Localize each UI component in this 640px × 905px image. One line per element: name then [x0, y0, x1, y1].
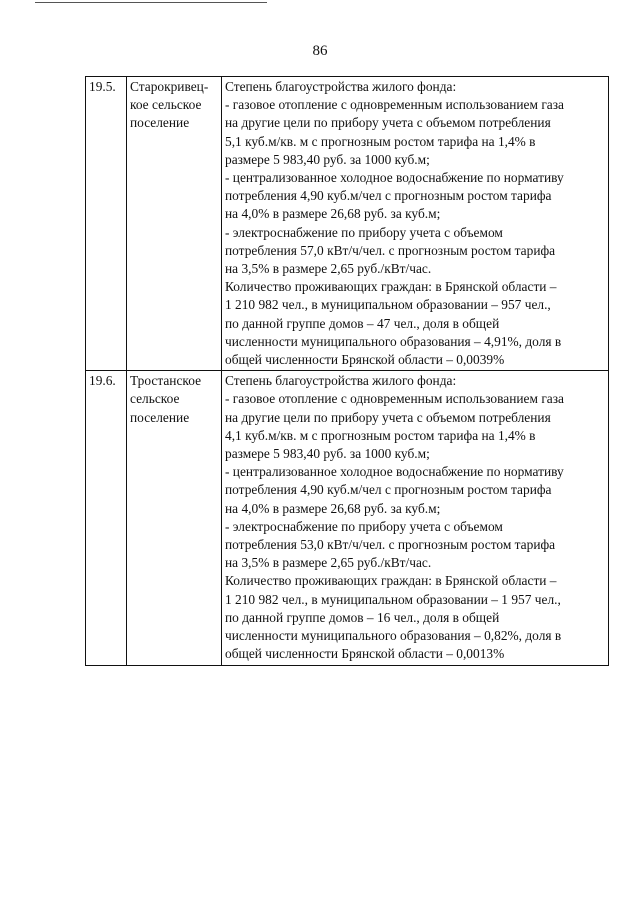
description-line: 5,1 куб.м/кв. м с прогнозным ростом тарифа на 1,4% в — [225, 133, 536, 149]
page-number: 86 — [312, 43, 328, 59]
description-line: 1 210 982 чел., в муниципальном образовании – 957 чел., — [225, 297, 551, 313]
description-line: размере 5 983,40 руб. за 1000 куб.м; — [225, 446, 430, 462]
description-line: потребления 4,90 куб.м/чел с прогнозным ростом тарифа — [225, 188, 552, 204]
description-line: на 4,0% в размере 26,68 руб. за куб.м; — [225, 500, 441, 516]
description-line: - централизованное холодное водоснабжение по нормативу — [225, 170, 564, 186]
name-line: поселение — [130, 115, 190, 131]
description-line: общей численности Брянской области – 0,0013% — [225, 646, 505, 662]
description-line: Степень благоустройства жилого фонда: — [225, 373, 457, 389]
top-rule — [35, 2, 267, 3]
description-line: Степень благоустройства жилого фонда: — [225, 79, 457, 94]
description-line: потребления 53,0 кВт/ч/чел. с прогнозным ростом тарифа — [225, 537, 556, 553]
description-line: на 3,5% в размере 2,65 руб./кВт/час. — [225, 261, 432, 277]
description-line: Количество проживающих граждан: в Брянской области – — [225, 573, 557, 589]
description-line: потребления 57,0 кВт/ч/чел. с прогнозным ростом тарифа — [225, 242, 556, 258]
description-line: - электроснабжение по прибору учета с объемом — [225, 518, 503, 534]
name-line: Старокривец- — [130, 79, 209, 94]
description-line: - газовое отопление с одновременным использованием газа — [225, 97, 564, 113]
settlement-name — [127, 371, 222, 665]
description-line: - централизованное холодное водоснабжение по нормативу — [225, 464, 564, 480]
description-line: по данной группе домов – 47 чел., доля в общей — [225, 315, 500, 331]
settlement-name — [127, 77, 222, 371]
row-number: 19.6. — [86, 371, 127, 665]
settlement-description — [222, 371, 609, 665]
description-line: по данной группе домов – 16 чел., доля в общей — [225, 609, 500, 625]
description-line: 4,1 куб.м/кв. м с прогнозным ростом тарифа на 1,4% в — [225, 427, 536, 443]
description-line: общей численности Брянской области – 0,0039% — [225, 352, 505, 368]
description-line: размере 5 983,40 руб. за 1000 куб.м; — [225, 151, 430, 167]
description-line: Количество проживающих граждан: в Брянской области – — [225, 279, 557, 295]
row-number: 19.5. — [86, 77, 127, 371]
name-line: сельское — [130, 391, 180, 407]
description-line: - газовое отопление с одновременным использованием газа — [225, 391, 564, 407]
description-line: - электроснабжение по прибору учета с объемом — [225, 224, 503, 240]
table-row — [86, 371, 609, 665]
name-line: Тростанское — [130, 373, 202, 389]
table-row — [86, 77, 609, 371]
settlement-description — [222, 77, 609, 371]
description-line: на другие цели по прибору учета с объемом потребления — [225, 409, 551, 425]
name-line: поселение — [130, 409, 190, 425]
description-line: на другие цели по прибору учета с объемом потребления — [225, 115, 551, 131]
description-line: численности муниципального образования – 4,91%, доля в — [225, 333, 562, 349]
name-line: кое сельское — [130, 97, 202, 113]
description-line: на 4,0% в размере 26,68 руб. за куб.м; — [225, 206, 441, 222]
description-line: численности муниципального образования – 0,82%, доля в — [225, 628, 562, 644]
description-line: потребления 4,90 куб.м/чел с прогнозным ростом тарифа — [225, 482, 552, 498]
description-line: 1 210 982 чел., в муниципальном образовании – 1 957 чел., — [225, 591, 561, 607]
settlements-table — [85, 76, 609, 666]
description-line: на 3,5% в размере 2,65 руб./кВт/час. — [225, 555, 432, 571]
